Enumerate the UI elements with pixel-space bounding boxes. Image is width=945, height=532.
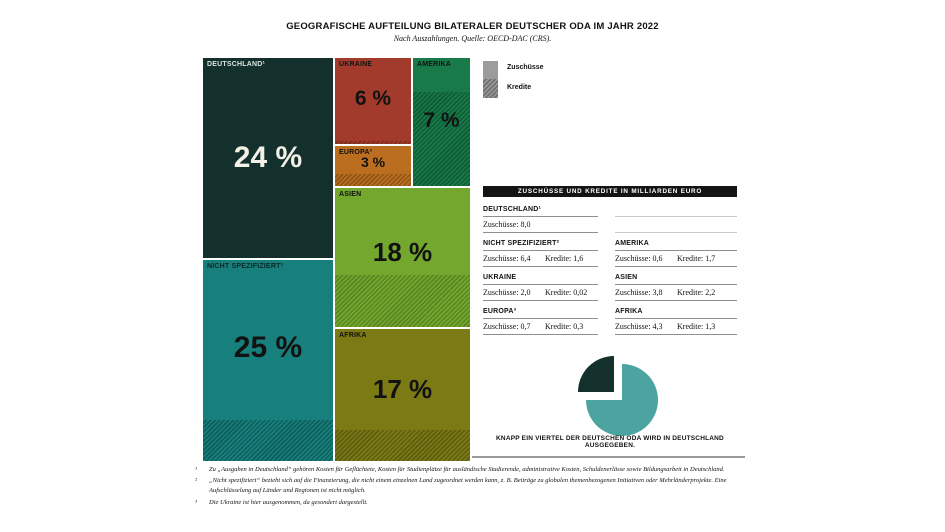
- page-subtitle: Nach Auszahlungen. Quelle: OECD-DAC (CRS).: [393, 34, 552, 43]
- treemap-label-europa: EUROPA³: [339, 149, 373, 156]
- legend-kredite-label: Kredite: [507, 84, 532, 91]
- treemap-pct-nicht-spezifiziert: 25 %: [233, 331, 303, 364]
- treemap-pct-asien: 18 %: [372, 237, 433, 267]
- table-entry-name: EUROPA³: [483, 308, 598, 319]
- treemap-label-deutschland: DEUTSCHLAND¹: [207, 61, 266, 68]
- treemap-pct-ukraine: 6 %: [354, 87, 392, 110]
- treemap-chart: [203, 58, 470, 461]
- treemap-block-europa: [335, 146, 411, 186]
- footnote-text: Zu „Ausgaben in Deutschland“ gehören Kosten für Geflüchtete, Kosten für Studienplätze für ausländische Studierende, administrative Kosten, Schuldenerlässe sowie Bildungsarbeit in Deutschland.: [209, 466, 725, 473]
- panel-divider-rule: [472, 456, 745, 458]
- table-entry-name: NICHT SPEZIFIZIERT²: [483, 240, 598, 251]
- table-entry-ukraine: [483, 274, 598, 301]
- kredite-value: Kredite: 1,7: [677, 254, 716, 263]
- table-entry-europa: [483, 308, 598, 335]
- treemap-label-amerika: AMERIKA: [417, 61, 452, 68]
- table-entry-deutschland: [483, 206, 598, 233]
- table-entry-amerika: [615, 240, 737, 267]
- footnote-marker: ²: [195, 477, 197, 484]
- footnote-3: [195, 498, 751, 508]
- zuschuesse-value: Zuschüsse: 8,0: [483, 220, 531, 229]
- table-ghost-rule-top: [615, 216, 737, 217]
- kredite-hatch-europa: [335, 174, 411, 186]
- treemap-block-afrika: [335, 329, 470, 461]
- treemap-block-ukraine: [335, 58, 411, 144]
- footnote-1: [195, 465, 751, 475]
- footnote-text: Die Ukraine ist hier ausgenommen, da gesondert dargestellt.: [209, 499, 368, 506]
- pie-caption: KNAPP EIN VIERTEL DER DEUTSCHEN ODA WIRD IN DEUTSCHLAND AUSGEGEBEN.: [496, 435, 724, 449]
- table-header: ZUSCHÜSSE UND KREDITE IN MILLIARDEN EURO: [483, 186, 737, 197]
- zuschuesse-value: Zuschüsse: 6,4: [483, 254, 531, 263]
- kredite-hatch-asien: [335, 275, 470, 327]
- legend-zuschuesse-swatch: [483, 61, 498, 79]
- table-entry-afrika: [615, 308, 737, 335]
- table-entry-nicht-spezifiziert: [483, 240, 598, 267]
- table-ghost-rule-bottom: [615, 232, 737, 233]
- kredite-hatch-nicht-spezifiziert: [203, 420, 333, 461]
- footnote-2: [195, 476, 751, 496]
- treemap-label-asien: ASIEN: [339, 191, 362, 198]
- kredite-hatch-amerika: [413, 92, 470, 186]
- treemap-block-nicht-spezifiziert: [203, 260, 333, 461]
- zuschuesse-value: Zuschüsse: 2,0: [483, 288, 531, 297]
- kredite-value: Kredite: 1,6: [545, 254, 584, 263]
- table-entry-name: ASIEN: [615, 274, 737, 285]
- zuschuesse-value: Zuschüsse: 0,7: [483, 322, 531, 331]
- treemap-pct-europa: 3 %: [360, 154, 386, 170]
- treemap-block-asien: [335, 188, 470, 327]
- kredite-value: Kredite: 1,3: [677, 322, 716, 331]
- page-title: GEOGRAFISCHE AUFTEILUNG BILATERALER DEUTSCHER ODA IM JAHR 2022: [286, 21, 659, 32]
- kredite-value: Kredite: 2,2: [677, 288, 716, 297]
- legend-kredite-swatch: [483, 79, 498, 98]
- zuschuesse-value: Zuschüsse: 0,6: [615, 254, 663, 263]
- table-entry-name: AFRIKA: [615, 308, 737, 319]
- table-entry-asien: [615, 274, 737, 301]
- table-entry-name: AMERIKA: [615, 240, 737, 251]
- pie-slice-deutschland: [578, 356, 614, 392]
- footnote-text: „Nicht spezifiziert“ bezieht sich auf die Finanzierung, die nicht einem einzelnen Land zugeordnet werden kann, z. B. Beiträge zu globalen themenbezogenen Initiativen oder Mehrländerprojekte. Eine Aufschlüsselung auf Länder und Regionen ist nicht möglich.: [209, 477, 727, 494]
- legend-zuschuesse-label: Zuschüsse: [507, 64, 544, 71]
- treemap-label-ukraine: UKRAINE: [339, 61, 373, 68]
- treemap-pct-afrika: 17 %: [372, 374, 433, 404]
- treemap-block-amerika: [413, 58, 470, 186]
- treemap-pct-deutschland: 24 %: [233, 141, 303, 174]
- kredite-value: Kredite: 0,02: [545, 288, 588, 297]
- treemap-pct-amerika: 7 %: [423, 109, 460, 132]
- treemap-label-afrika: AFRIKA: [339, 332, 367, 339]
- kredite-hatch-afrika: [335, 430, 470, 461]
- legend-swatch: [483, 61, 498, 98]
- footnote-marker: ³: [195, 499, 197, 506]
- zuschuesse-value: Zuschüsse: 3,8: [615, 288, 663, 297]
- treemap-block-deutschland: [203, 58, 333, 258]
- kredite-value: Kredite: 0,3: [545, 322, 584, 331]
- footnote-marker: ¹: [195, 466, 197, 473]
- table-entry-name: DEUTSCHLAND¹: [483, 206, 598, 217]
- treemap-label-nicht-spezifiziert: NICHT SPEZIFIZIERT²: [207, 263, 284, 270]
- zuschuesse-value: Zuschüsse: 4,3: [615, 322, 663, 331]
- table-entry-name: UKRAINE: [483, 274, 598, 285]
- kredite-hatch-ukraine: [335, 141, 411, 144]
